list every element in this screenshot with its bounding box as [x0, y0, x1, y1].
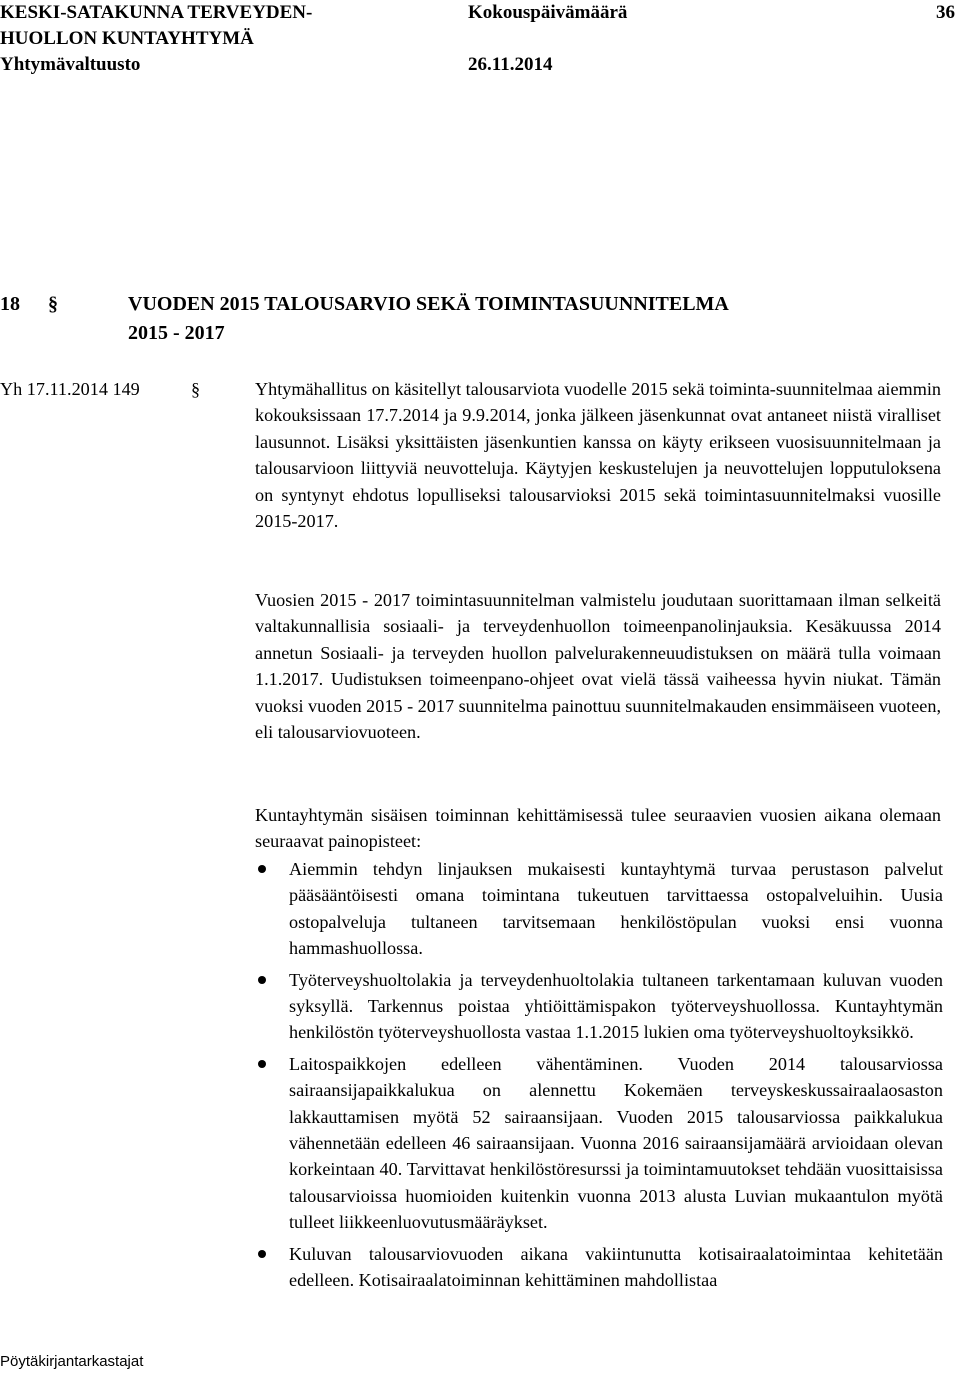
bullet-icon [258, 976, 266, 984]
list-item-text: Työterveyshuoltolakia ja terveydenhuoltolakia tultaneen tarkentamaan kuluvan vuoden syksyllä. Tarkennus poistaa yhtiöittämispakon työterveyshuollossa. Kuntayhtymän henkilöstön työterveyshuollosta vastaa 1.1.2015 lukien oma työterveyshuoltoyksikkö. [289, 969, 943, 1043]
header-org-line1: KESKI-SATAKUNNA TERVEYDEN- [0, 2, 313, 23]
footer-label: Pöytäkirjantarkastajat [0, 1353, 144, 1370]
bullet-icon [258, 865, 266, 873]
item-title-line2: 2015 - 2017 [128, 322, 225, 344]
list-item-text: Aiemmin tehdyn linjauksen mukaisesti kuntayhtymä turvaa perustason palvelut pääsääntöisesti omana toimintana tukeutuen tarvittaessa ostopalveluihin. Uusia ostopalveluja tultaneen tarvitsemaan henkilöstöpulan vuoksi ensi vuonna hammashuollossa. [289, 859, 943, 959]
section-sign: § [48, 293, 58, 315]
paragraph-3: Kuntayhtymän sisäisen toiminnan kehittämisessä tulee seuraavien vuosien aikana olemaan seuraavat painopisteet: [255, 805, 941, 852]
bullet-icon [258, 1060, 266, 1068]
bullet-icon [258, 1250, 266, 1258]
list-item [255, 967, 943, 1046]
reference-section-sign: § [191, 379, 201, 399]
paragraph-2: Vuosien 2015 - 2017 toimintasuunnitelman valmistelu joudutaan suorittamaan ilman selkeitä valtakunnallisia sosiaali- ja terveydenhuollon toimeenpanolinjauksia. Kesäkuussa 2014 annetun Sosiaali- ja terveyden huollon palvelurakenneuudistuksen on määrä tulla voimaan 1.1.2017. Uudistuksen toimeenpano-ohjeet ovat vielä tässä vaiheessa hyvin niukat. Tämän vuoksi vuoden 2015 - 2017 suunnitelma painottuu suunnitelmakauden ensimmäiseen vuoteen, eli talousarviovuoteen. [255, 590, 941, 743]
page-number: 36 [936, 2, 955, 23]
header-date-label: Kokouspäivämäärä [468, 2, 628, 23]
paragraph-1: Yhtymähallitus on käsitellyt talousarviota vuodelle 2015 sekä toiminta-suunnitelmaa aiemmin kokouksissaan 17.7.2014 ja 9.9.2014, jonka jälkeen jäsenkunnat ovat antaneet niistä viralliset lausunnot. Lisäksi yksittäisten jäsenkuntien kanssa on käyty erikseen vuosisuunnitelmaan ja talousarvioon liittyviä neuvotteluja. Käytyjen keskustelujen ja neuvottelujen lopputuloksena on syntynyt ehdotus lopulliseksi talousarvioksi 2015 sekä toimintasuunnitelmaksi vuosille 2015-2017. [255, 379, 941, 532]
list-item-text: Laitospaikkojen edelleen vähentäminen. Vuoden 2014 talousarviossa sairaansijapaikkalukua on alennettu Kokemäen terveyskeskussairaalaosaston lakkauttamisen myötä 52 sairaansijaan. Vuoden 2015 talousarviossa paikkalukua vähennetään edelleen 46 sairaansijaan. Vuonna 2016 sairaansijamäärä arvioidaan olevan korkeintaan 40. Tarvittavat henkilöstöresurssi ja toimintamuutokset tehdään vuosittaisissa talousarvioissa huomioiden kuitenkin vuonna 2013 alusta Luvian mukaantulon myötä tulleet liikkeenluovutusmääräykset. [289, 1053, 943, 1233]
header-org-line2: HUOLLON KUNTAYHTYMÄ [0, 28, 254, 49]
list-item [255, 1241, 943, 1294]
reference-prefix: Yh 17.11.2014 149 [0, 379, 140, 399]
priority-list [255, 856, 943, 1299]
list-item [255, 856, 943, 962]
list-item [255, 1051, 943, 1236]
item-number: 18 [0, 293, 20, 315]
header-date: 26.11.2014 [468, 54, 553, 75]
item-title-line1: VUODEN 2015 TALOUSARVIO SEKÄ TOIMINTASUUNNITELMA [128, 293, 729, 315]
header-body: Yhtymävaltuusto [0, 54, 141, 75]
list-item-text: Kuluvan talousarviovuoden aikana vakiintunutta kotisairaalatoimintaa kehitetään edelleen. Kotisairaalatoiminnan kehittäminen mahdollistaa [289, 1243, 943, 1291]
